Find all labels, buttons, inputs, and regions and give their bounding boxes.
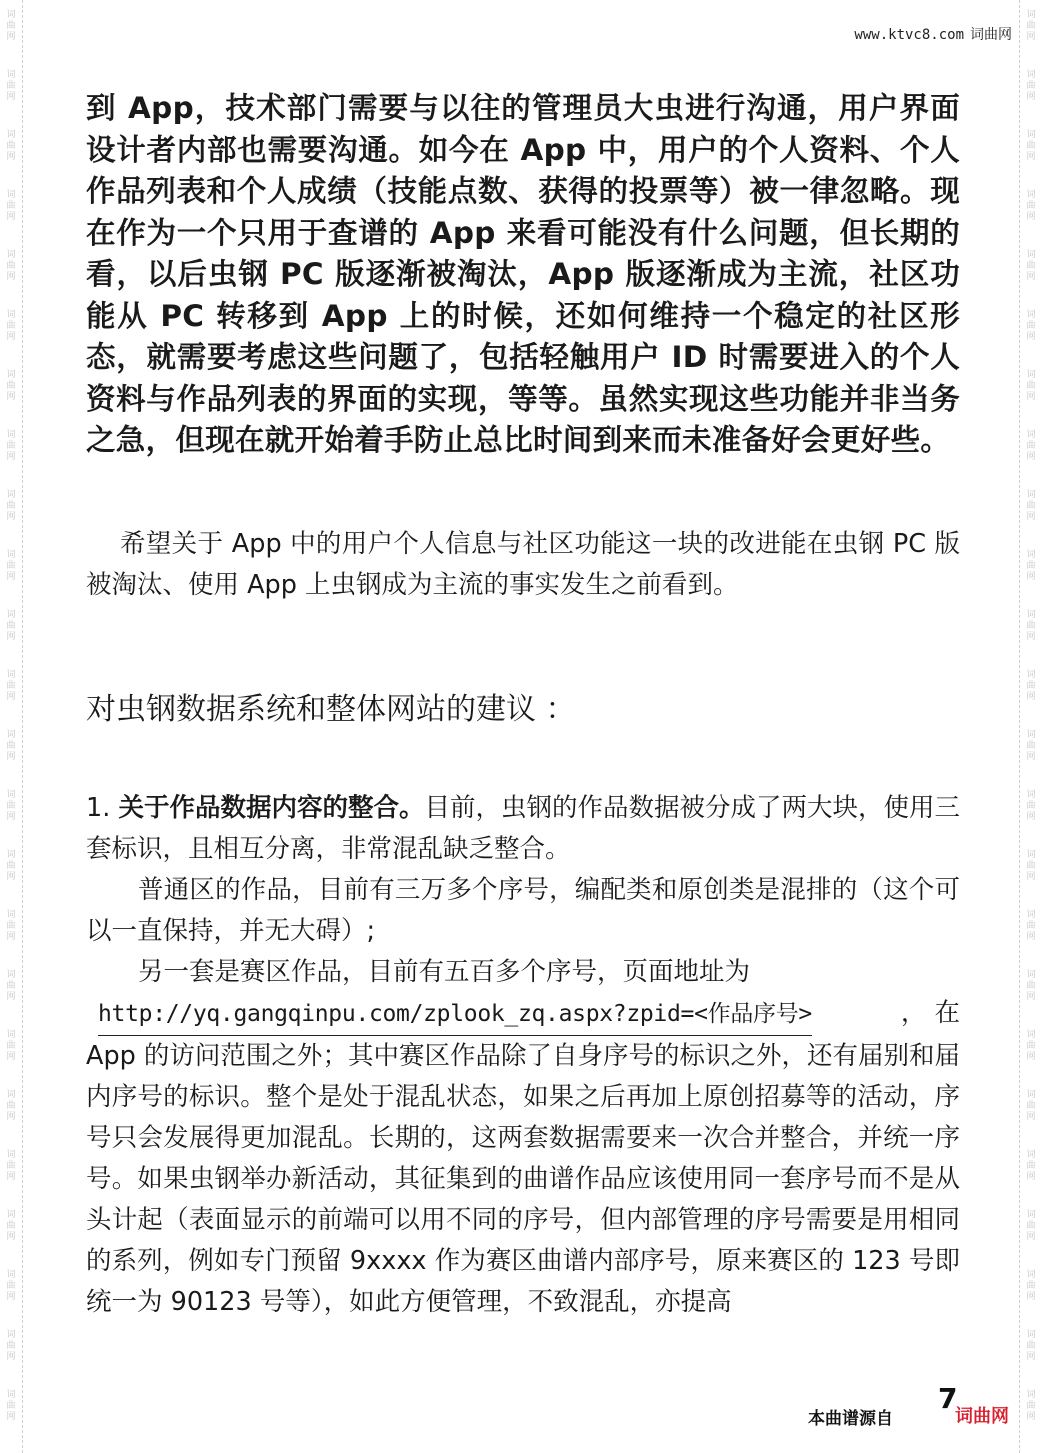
watermark-glyphs: 词 曲 网 <box>6 610 16 642</box>
watermark-glyphs: 词 曲 网 <box>1026 10 1036 42</box>
watermark-glyphs: 词 曲 网 <box>6 10 16 42</box>
watermark-glyphs: 词 曲 网 <box>6 1210 16 1242</box>
watermark-glyphs: 词 曲 网 <box>6 790 16 822</box>
item-1-title: 关于作品数据内容的整合。 <box>118 792 425 823</box>
contest-intro: 另一套是赛区作品，目前有五百多个序号，页面地址为 <box>138 956 751 987</box>
watermark-glyphs: 词 曲 网 <box>6 1270 16 1302</box>
watermark-glyphs: 词 曲 网 <box>1026 730 1036 762</box>
watermark-glyphs: 词 曲 网 <box>6 310 16 342</box>
watermark-glyphs: 词 曲 网 <box>1026 490 1036 522</box>
watermark-glyphs: 词 曲 网 <box>6 670 16 702</box>
watermark-glyphs: 词 曲 网 <box>1026 190 1036 222</box>
watermark-glyphs: 词 曲 网 <box>6 550 16 582</box>
watermark-glyphs: 词 曲 网 <box>1026 1210 1036 1242</box>
watermark-glyphs: 词 曲 网 <box>1026 430 1036 462</box>
item-1-number: 1. <box>86 792 111 823</box>
watermark-glyphs: 词 曲 网 <box>1026 1270 1036 1302</box>
item-1 <box>86 788 960 870</box>
watermark-glyphs: 词 曲 网 <box>6 910 16 942</box>
watermark-glyphs: 词 曲 网 <box>6 730 16 762</box>
page-content <box>86 88 960 1323</box>
page-number: 7 <box>938 1382 958 1415</box>
header-source <box>854 24 1012 44</box>
section-heading: 对虫钢数据系统和整体网站的建议 ： <box>86 691 576 727</box>
watermark-glyphs: 词 曲 网 <box>6 430 16 462</box>
watermark-glyphs: 词 曲 网 <box>6 250 16 282</box>
watermark-glyphs: 词 曲 网 <box>1026 370 1036 402</box>
watermark-glyphs: 词 曲 网 <box>1026 1030 1036 1062</box>
footer-source-label: 本曲谱源自 <box>808 1409 893 1429</box>
item-1-text: 目前，虫钢的作品数据被分成了两大块，使用三套标识，且相互分离，非常混乱缺乏整合。 <box>86 792 960 864</box>
watermark-glyphs: 词 曲 网 <box>1026 610 1036 642</box>
watermark-glyphs: 词 曲 网 <box>1026 1150 1036 1182</box>
footer-brand-logo[interactable]: 词曲网 <box>955 1406 1009 1427</box>
watermark-glyphs: 词 曲 网 <box>6 970 16 1002</box>
watermark-glyphs: 词 曲 网 <box>1026 130 1036 162</box>
watermark-glyphs: 词 曲 网 <box>6 70 16 102</box>
watermark-glyphs: 词 曲 网 <box>1026 70 1036 102</box>
contest-url-link[interactable]: http://yq.gangqinpu.com/zplook_zq.aspx?zpid=<作品序号> <box>98 994 812 1036</box>
right-watermark-strip <box>1019 0 1042 1453</box>
watermark-glyphs: 词 曲 网 <box>1026 310 1036 342</box>
watermark-glyphs: 词 曲 网 <box>6 190 16 222</box>
watermark-glyphs: 词 曲 网 <box>1026 250 1036 282</box>
watermark-glyphs: 词 曲 网 <box>1026 670 1036 702</box>
left-watermark-strip <box>0 0 23 1453</box>
watermark-glyphs: 词 曲 网 <box>1026 550 1036 582</box>
normal-zone-paragraph: 普通区的作品，目前有三万多个序号，编配类和原创类是混排的（这个可以一直保持，并无大碍）; <box>86 874 960 946</box>
hope-paragraph: 希望关于 App 中的用户个人信息与社区功能这一块的改进能在虫钢 PC 版被淘汰、使用 App 上虫钢成为主流的事实发生之前看到。 <box>86 528 960 600</box>
header-site-name: 词曲网 <box>970 27 1012 43</box>
watermark-glyphs: 词 曲 网 <box>6 370 16 402</box>
bold-paragraph: 到 App，技术部门需要与以往的管理员大虫进行沟通，用户界面设计者内部也需要沟通。如今在 App 中，用户的个人资料、个人作品列表和个人成绩（技能点数、获得的投票等）被一律忽略。现在作为一个只用于查谱的 App 来看可能没有什么问题，但长期的看，以后虫钢 PC 版逐渐被淘汰，App 版逐渐成为主流，社区功能从 PC 转移到 App 上的时候，还如何维持一个稳定的社区形态，就需要考虑这些问题了，包括轻触用户 ID 时需要进入的个人资料与作品列表的界面的实现，等等。虽然实现这些功能并非当务之急，但现在就开始着手防止总比时间到来而未准备好会更好些。 <box>86 91 960 457</box>
watermark-glyphs: 词 曲 网 <box>1026 910 1036 942</box>
watermark-glyphs: 词 曲 网 <box>1026 970 1036 1002</box>
contest-rest-paragraph: App 的访问范围之外；其中赛区作品除了自身序号的标识之外，还有届别和届内序号的标识。整个是处于混乱状态，如果之后再加上原创招募等的活动，序号只会发展得更加混乱。长期的，这两套数据需要来一次合并整合，并统一序号。如果虫钢举办新活动，其征集到的曲谱作品应该使用同一套序号而不是从头计起（表面显示的前端可以用不同的序号，但内部管理的序号需要是用相同的系列，例如专门预留 9xxxx 作为赛区曲谱内部序号，原来赛区的 123 号即统一为 90123 号等），如此方便管理，不致混乱，亦提高 <box>86 1040 960 1317</box>
watermark-glyphs: 词 曲 网 <box>1026 790 1036 822</box>
watermark-glyphs: 词 曲 网 <box>1026 1090 1036 1122</box>
watermark-glyphs: 词 曲 网 <box>6 490 16 522</box>
watermark-glyphs: 词 曲 网 <box>6 1390 16 1422</box>
watermark-glyphs: 词 曲 网 <box>6 1030 16 1062</box>
watermark-glyphs: 词 曲 网 <box>1026 1330 1036 1362</box>
watermark-glyphs: 词 曲 网 <box>6 130 16 162</box>
contest-url-line <box>86 993 960 1036</box>
watermark-glyphs: 词 曲 网 <box>6 1090 16 1122</box>
watermark-glyphs: 词 曲 网 <box>6 1330 16 1362</box>
watermark-glyphs: 词 曲 网 <box>6 850 16 882</box>
header-url[interactable]: www.ktvc8.com <box>854 27 964 43</box>
watermark-glyphs: 词 曲 网 <box>1026 850 1036 882</box>
watermark-glyphs: 词 曲 网 <box>1026 1390 1036 1422</box>
contest-url-tail: ， 在 <box>900 997 960 1028</box>
watermark-glyphs: 词 曲 网 <box>6 1150 16 1182</box>
